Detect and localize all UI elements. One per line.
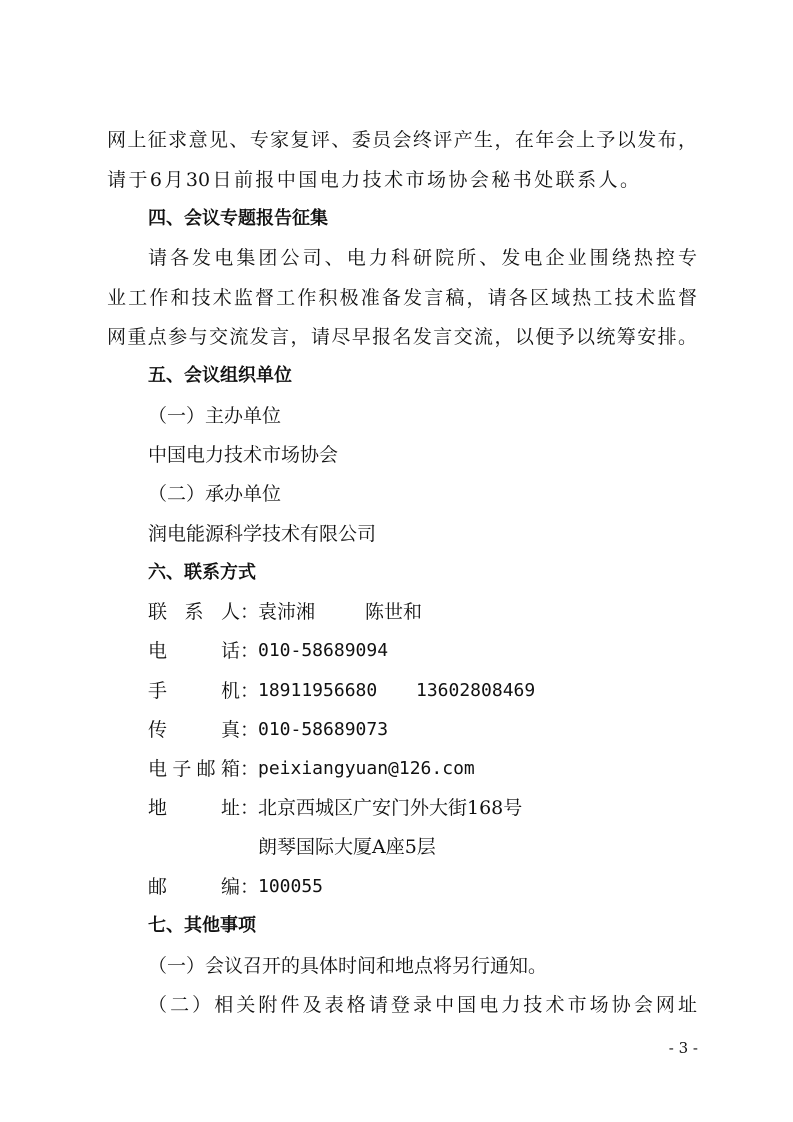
paragraph-line-5: 网重点参与交流发言，请尽早报名发言交流，以便予以统筹安排。: [107, 326, 697, 348]
contact-colon: ：: [240, 680, 260, 702]
section-heading-5: 五、会议组织单位: [148, 365, 292, 386]
contact-label-people: 联系人: [148, 601, 240, 623]
contact-mobile-value-2: 13602808469: [416, 680, 536, 701]
contact-label-mobile: 手机: [148, 680, 240, 702]
contact-label-fax: 传真: [148, 719, 240, 741]
contact-colon: ：: [240, 719, 260, 741]
contact-colon: ：: [240, 797, 260, 819]
contact-colon: ：: [240, 640, 260, 662]
paragraph-line-2: 请于6月30日前报中国电力技术市场协会秘书处联系人。: [107, 169, 639, 191]
paragraph-line-3: 请各发电集团公司、电力科研院所、发电企业围绕热控专: [148, 247, 697, 269]
contact-person-2: 陈世和: [365, 601, 423, 623]
paragraph-line-1: 网上征求意见、专家复评、委员会终评产生，在年会上予以发布，: [107, 129, 697, 151]
contact-label-address: 地址: [148, 797, 240, 819]
contact-fax-value: 010-58689073: [258, 719, 389, 740]
section-heading-4: 四、会议专题报告征集: [148, 208, 328, 229]
contact-colon: ：: [240, 601, 260, 623]
contact-label-email: 电子邮箱: [148, 758, 240, 780]
subheading-organizer: （二）承办单位: [148, 483, 282, 505]
contact-colon: ：: [240, 758, 260, 780]
section-heading-7: 七、其他事项: [148, 915, 256, 936]
contact-label-phone: 电话: [148, 640, 240, 662]
contact-phone-value: 010-58689094: [258, 640, 389, 661]
host-organization: 中国电力技术市场协会: [148, 444, 339, 466]
contact-person-1: 袁沛湘: [258, 601, 316, 623]
section-heading-6: 六、联系方式: [148, 562, 256, 583]
contact-address-line-2: 朗琴国际大厦A座5层: [258, 836, 436, 858]
other-item-1: （一）会议召开的具体时间和地点将另行通知。: [148, 955, 548, 977]
other-item-2: （二）相关附件及表格请登录中国电力技术市场协会网址: [148, 994, 697, 1016]
contact-email-value: peixiangyuan@126.com: [258, 758, 475, 779]
contact-label-postcode: 邮编: [148, 876, 240, 898]
subheading-host: （一）主办单位: [148, 405, 282, 427]
contact-postcode-value: 100055: [258, 876, 324, 897]
contact-address-line-1: 北京西城区广安门外大街168号: [258, 797, 523, 819]
page-number: - 3 -: [668, 1039, 698, 1057]
contact-mobile-value-1: 18911956680: [258, 680, 378, 701]
contact-colon: ：: [240, 876, 260, 898]
paragraph-line-4: 业工作和技术监督工作积极准备发言稿，请各区域热工技术监督: [107, 287, 697, 309]
organizer-organization: 润电能源科学技术有限公司: [148, 523, 377, 545]
